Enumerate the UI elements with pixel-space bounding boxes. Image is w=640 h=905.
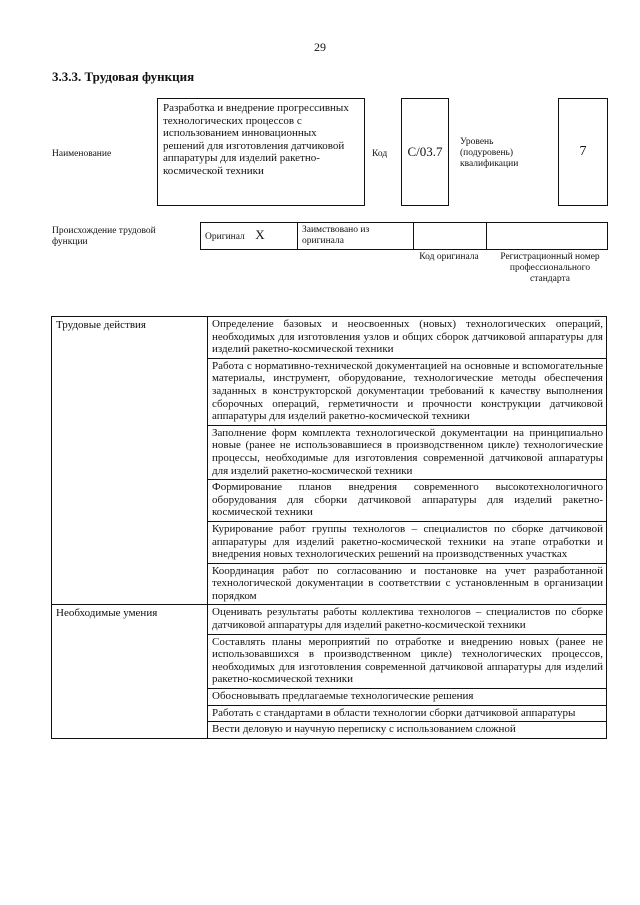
origin-label: Происхождение трудовой функции <box>52 226 156 247</box>
table-cell: Заполнение форм комплекта технологической документации на принципиально новые (ранее не использовавшиеся в производственном цикле) технологические процессы, необходимые для изготовления современной датчиковой аппаратуры для изделий ракетно-космической техники <box>208 425 607 479</box>
function-name-box <box>157 98 365 206</box>
code-value: С/03.7 <box>407 144 443 159</box>
level-value: 7 <box>579 144 587 159</box>
section-label: Трудовые действия <box>52 317 208 605</box>
original-mark: X <box>255 227 265 242</box>
table-cell: Работа с нормативно-технической документацией на основные и вспомогательные материалы, инструмент, оборудование, технологические методы обеспечения заданных в конструкторской документации требований к качеству выполнения сборочных операций, герметичности и прочности конструкции датчиковой аппаратуры для изделий ракетно-космической техники <box>208 358 607 425</box>
level-box <box>558 98 608 206</box>
borrowed-label: Заимствовано из оригинала <box>302 225 370 246</box>
original-label: Оригинал <box>205 232 245 242</box>
labor-function-table <box>51 316 607 739</box>
table-cell: Работать с стандартами в области технологии сборки датчиковой аппаратуры <box>208 705 607 722</box>
page-number: 29 <box>314 40 326 54</box>
table-cell: Курирование работ группы технологов – специалистов по сборке датчиковой аппаратуры для изделий ракетно-космической техники на этапе отработки и внедрения новых технологических решений на производственных участках <box>208 521 607 563</box>
original-cell <box>201 223 298 250</box>
code-caption: Код оригинала <box>419 252 479 262</box>
code-label: Код <box>372 149 388 159</box>
table-row <box>52 317 607 359</box>
reg-caption: Регистрационный номер профессионального стандарта <box>500 252 600 284</box>
borrowed-cell <box>298 223 414 250</box>
level-label: Уровень (подуровень) квалификации <box>460 137 519 169</box>
table-cell: Составлять планы мероприятий по отработке и внедрению новых (ранее не использовавшихся в производственном цикле) технологических процессов, необходимых для изготовления современной датчиковой аппаратуры для изделий ракетно-космической техники <box>208 634 607 688</box>
origin-table <box>200 222 608 250</box>
table-cell: Оценивать результаты работы коллектива технологов – специалистов по сборке датчиковой аппаратуры для изделий ракетно-космической техники <box>208 605 607 634</box>
origin-code-cell <box>414 223 487 250</box>
table-cell: Координация работ по согласованию и постановке на учет разработанной технологической документации в соответствии с установленным в организации порядком <box>208 563 607 605</box>
table-row <box>52 605 607 634</box>
section-title: 3.3.3. Трудовая функция <box>52 69 195 84</box>
table-cell: Вести деловую и научную переписку с использованием сложной <box>208 722 607 739</box>
function-name: Разработка и внедрение прогрессивных технологических процессов с использованием инновационных решений для изготовления датчиковой аппаратуры для изделий ракетно-космической техники <box>163 102 349 177</box>
section-label: Необходимые умения <box>52 605 208 738</box>
name-label: Наименование <box>52 149 112 159</box>
table-cell: Формирование планов внедрения современного высокотехнологичного оборудования для сборки датчиковой аппаратуры для изделий ракетно-космической техники <box>208 480 607 522</box>
code-box <box>401 98 449 206</box>
table-cell: Определение базовых и неосвоенных (новых) технологических операций, необходимых для изготовления узлов и общих сборок датчиковой аппаратуры для изделий ракетно-космической техники <box>208 317 607 359</box>
origin-reg-cell <box>487 223 608 250</box>
table-cell: Обосновывать предлагаемые технологические решения <box>208 689 607 706</box>
